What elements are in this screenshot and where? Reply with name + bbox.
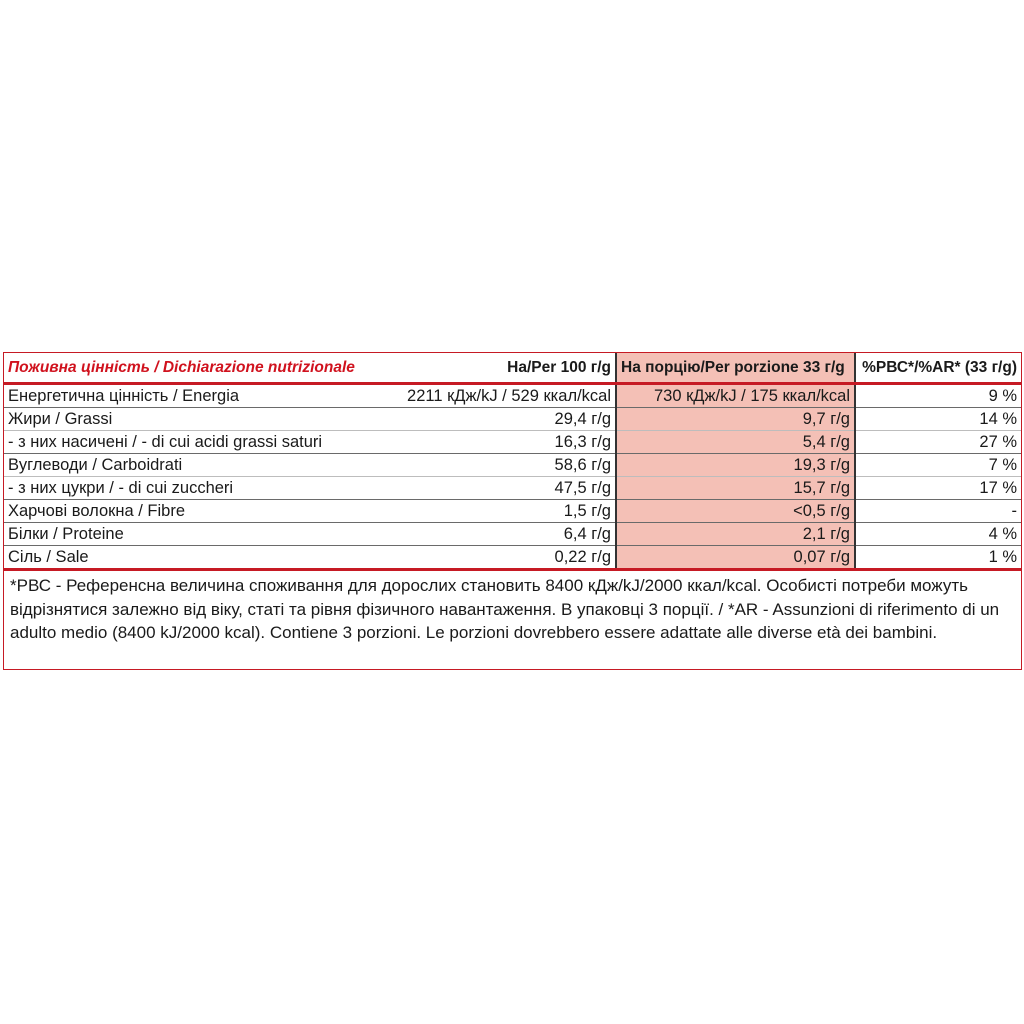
portion-value: 0,07 г/g xyxy=(616,546,855,570)
table-row-protein xyxy=(4,523,1021,546)
nutrition-label xyxy=(3,352,1022,670)
header-per-100g: На/Per 100 г/g xyxy=(234,353,616,384)
nutrient-name: Енергетична цінність / Energia xyxy=(4,384,234,408)
nutrient-name: Жири / Grassi xyxy=(4,408,234,431)
nutrient-name: Білки / Proteine xyxy=(4,523,234,546)
ri-value: 27 % xyxy=(855,431,1021,454)
table-row-carbohydrates xyxy=(4,454,1021,477)
portion-value: 19,3 г/g xyxy=(616,454,855,477)
table-title: Поживна цінність / Dichiarazione nutrizionale xyxy=(4,353,234,384)
nutrition-table xyxy=(4,353,1021,571)
header-per-portion: На порцію/Per porzione 33 г/g xyxy=(616,353,855,384)
portion-value: 730 кДж/kJ / 175 ккал/kcal xyxy=(616,384,855,408)
per100-value: 0,22 г/g xyxy=(234,546,616,570)
table-row-saturated-fat xyxy=(4,431,1021,454)
table-row-salt xyxy=(4,546,1021,570)
per100-value: 29,4 г/g xyxy=(234,408,616,431)
footnote: *РВС - Референсна величина споживання для дорослих становить 8400 кДж/kJ/2000 ккал/kcal. Особисті потреби можуть відрізнятися залежно від віку, статі та рівня фізичного навантаження. В упаковці 3 порції. / *AR - Assunzioni di riferimento di un adulto medio (8400 kJ/2000 kcal). Contiene 3 porzioni. Le porzioni dovrebbero essere adattate alle diverse età dei bambini. xyxy=(10,576,1000,642)
per100-value: 1,5 г/g xyxy=(234,500,616,523)
portion-value: <0,5 г/g xyxy=(616,500,855,523)
header-reference-intake: %РВС*/%AR* (33 г/g) xyxy=(855,353,1021,384)
table-row-fibre xyxy=(4,500,1021,523)
portion-value: 2,1 г/g xyxy=(616,523,855,546)
ri-value: 9 % xyxy=(855,384,1021,408)
ri-value: 7 % xyxy=(855,454,1021,477)
per100-value: 47,5 г/g xyxy=(234,477,616,500)
nutrient-name: - з них цукри / - di cui zuccheri xyxy=(4,477,234,500)
ri-value: 14 % xyxy=(855,408,1021,431)
table-row-sugars xyxy=(4,477,1021,500)
table-row-fat xyxy=(4,408,1021,431)
portion-value: 15,7 г/g xyxy=(616,477,855,500)
portion-value: 9,7 г/g xyxy=(616,408,855,431)
nutrient-name: Сіль / Sale xyxy=(4,546,234,570)
nutrient-name: Вуглеводи / Carboidrati xyxy=(4,454,234,477)
table-header-row xyxy=(4,353,1021,384)
ri-value: - xyxy=(855,500,1021,523)
nutrient-name: - з них насичені / - di cui acidi grassi saturi xyxy=(4,431,234,454)
per100-value: 6,4 г/g xyxy=(234,523,616,546)
nutrient-name: Харчові волокна / Fibre xyxy=(4,500,234,523)
ri-value: 17 % xyxy=(855,477,1021,500)
per100-value: 16,3 г/g xyxy=(234,431,616,454)
ri-value: 4 % xyxy=(855,523,1021,546)
ri-value: 1 % xyxy=(855,546,1021,570)
portion-value: 5,4 г/g xyxy=(616,431,855,454)
per100-value: 58,6 г/g xyxy=(234,454,616,477)
table-row-energy xyxy=(4,384,1021,408)
per100-value: 2211 кДж/kJ / 529 ккал/kcal xyxy=(234,384,616,408)
